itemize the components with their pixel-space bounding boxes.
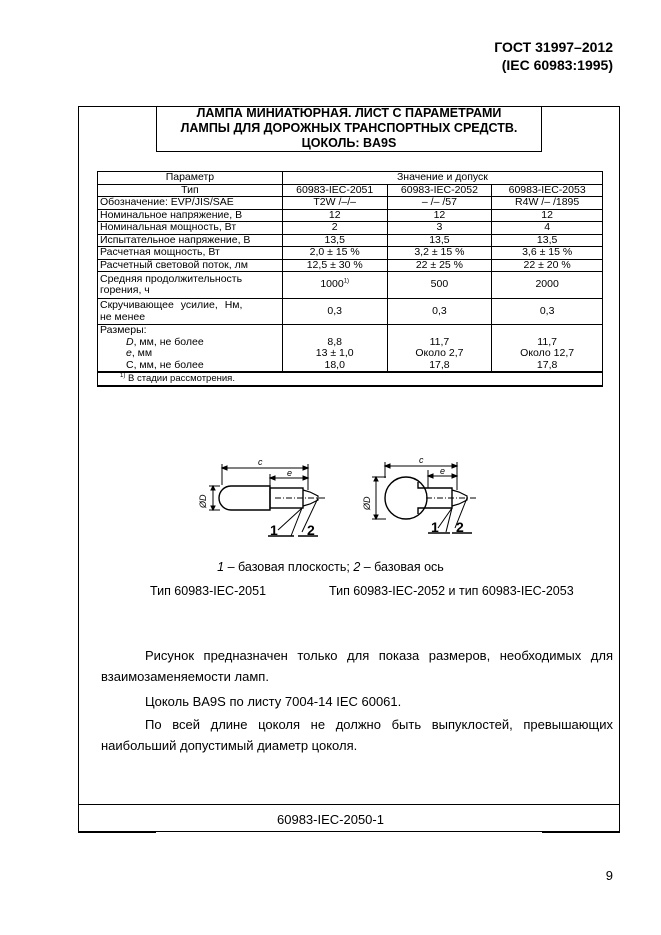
footer-right-segment — [542, 832, 620, 833]
title-line-3: ЦОКОЛЬ: BA9S — [301, 136, 397, 150]
table-header-row — [98, 172, 603, 185]
paragraph-1: Рисунок предназначен только для показа размеров, необходимых для взаимозаменяемости ламп. — [101, 648, 613, 684]
dim-c-right: c — [419, 455, 424, 465]
parameters-table — [97, 171, 603, 387]
figure-legend: 1 – базовая плоскость; 2 – базовая ось — [217, 560, 444, 574]
dim-c-left: c — [258, 457, 263, 467]
paragraph-2: Цоколь BA9S по листу 7004-14 IEC 60061. — [145, 694, 402, 709]
table-row-dimensions: Размеры: D, мм, не более e, мм C, мм, не более 8,8 13 ± 1,0 18,0 11,7 Около 2,7 17,8 11,7 Около 12,7 17,8 — [98, 325, 603, 373]
table-row-torque: Скручивающее усилие, Нм, не менее 0,3 0,3 0,3 — [98, 299, 603, 325]
table-footnote-row: $^{1)}$ В стадии рассмотрения. — [98, 372, 603, 386]
sheet-title — [156, 106, 542, 152]
sheet-code: 60983-IEC-2050-1 — [277, 812, 384, 827]
header-value: Значение и допуск — [282, 172, 602, 185]
standard-iec-number: (IEC 60983:1995) — [501, 57, 613, 73]
table-row: Обозначение: EVP/JIS/SAE T2W /–/– – /– /57 R4W /– /1895 — [98, 197, 603, 210]
table-row: Номинальное напряжение, В 12 12 12 — [98, 209, 603, 222]
table-row: Расчетная мощность, Вт 2,0 ± 15 % 3,2 ± 15 % 3,6 ± 15 % — [98, 247, 603, 260]
table-row: Испытательное напряжение, В 13,5 13,5 13,5 — [98, 234, 603, 247]
marker-1-right: 1 — [431, 519, 439, 535]
lamp-drawing — [190, 452, 500, 552]
footer-divider — [78, 804, 620, 805]
title-line-2: ЛАМПЫ ДЛЯ ДОРОЖНЫХ ТРАНСПОРТНЫХ СРЕДСТВ. — [180, 121, 518, 135]
document-header — [494, 38, 613, 74]
table-row: Номинальная мощность, Вт 2 3 4 — [98, 222, 603, 235]
standard-number: ГОСТ 31997–2012 — [494, 39, 613, 55]
footer-left-segment — [78, 832, 156, 833]
type-label-right: Тип 60983-IEC-2052 и тип 60983-IEC-2053 — [329, 584, 574, 598]
page-number: 9 — [605, 868, 613, 883]
table-row: Расчетный световой поток, лм 12,5 ± 30 % 22 ± 25 % 22 ± 20 % — [98, 259, 603, 272]
marker-2-right: 2 — [456, 519, 464, 535]
dim-e-left: e — [287, 468, 293, 478]
marker-2-left: 2 — [307, 522, 315, 538]
title-line-1: ЛАМПА МИНИАТЮРНАЯ. ЛИСТ С ПАРАМЕТРАМИ — [196, 106, 502, 120]
table-row-life: Средняя продолжительность горения, ч 1000$^{1)}$ 500 2000 — [98, 272, 603, 299]
header-parameter: Параметр — [98, 172, 283, 185]
table-row: Тип 60983-IEC-2051 60983-IEC-2052 60983-IEC-2053 — [98, 184, 603, 197]
dim-d-left: ØD — [198, 494, 208, 508]
paragraph-3: По всей длине цоколя не должно быть выпуклостей, превышающих наибольший допустимый диаметр цоколя. — [101, 717, 613, 753]
type-label-left: Тип 60983-IEC-2051 — [150, 584, 267, 598]
table-footnote: В стадии рассмотрения. — [125, 373, 235, 384]
marker-1-left: 1 — [270, 522, 278, 538]
dim-d-right: ØD — [362, 496, 372, 510]
dim-e-right: e — [440, 466, 446, 476]
